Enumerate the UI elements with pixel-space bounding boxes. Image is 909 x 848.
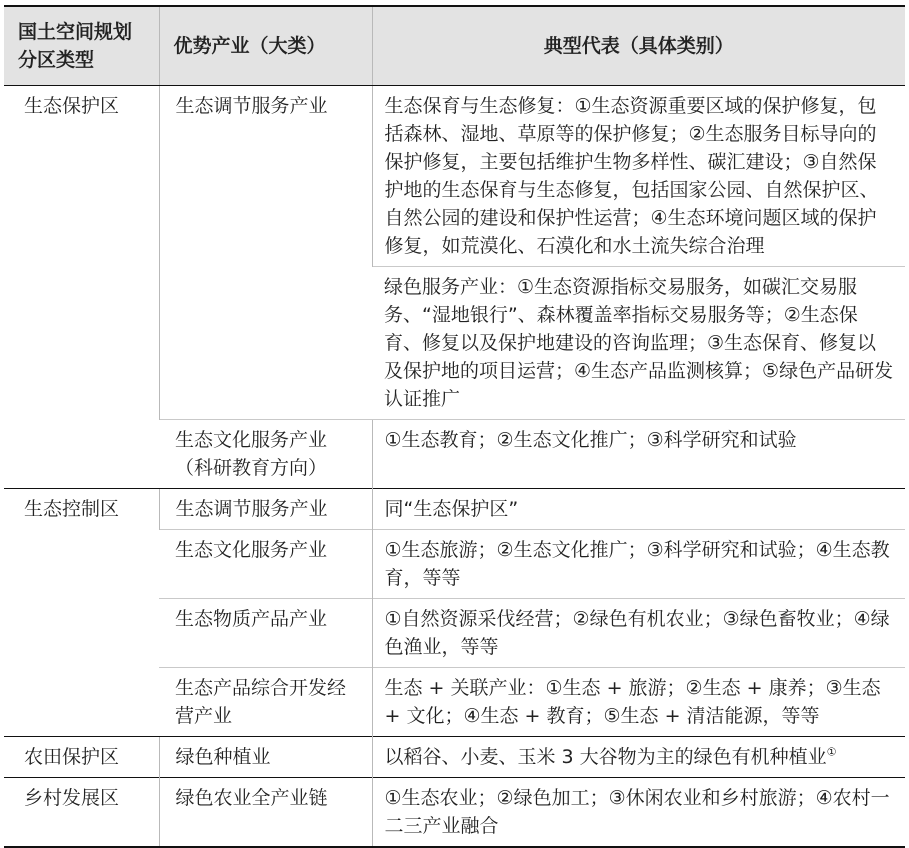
representative-cell: ①生态农业；②绿色加工；③休闲农业和乡村旅游；④农村一二三产业融合 [372,778,905,848]
representative-cell: 生态 + 关联产业：①生态 + 旅游；②生态 + 康养；③生态 + 文化；④生态 + 教育；⑤生态 + 清洁能源，等等 [372,668,905,737]
industry-table [4,5,905,848]
table-header-row [4,6,905,86]
industry-cell: 绿色农业全产业链 [159,778,372,848]
industry-cell: 生态物质产品产业 [159,599,372,668]
representative-cell: 同“生态保护区” [372,489,905,530]
zone-cell: 生态保护区 [4,86,159,489]
table-row [4,86,905,267]
zone-cell: 乡村发展区 [4,778,159,848]
representative-cell: ①生态教育；②生态文化推广；③科学研究和试验 [372,420,905,489]
representative-text: 以稻谷、小麦、玉米 3 大谷物为主的绿色有机种植业 [384,746,827,768]
zone-cell: 生态控制区 [4,489,159,737]
industry-cell: 生态文化服务产业 [159,530,372,599]
header-representative: 典型代表（具体类别） [372,6,905,86]
table-row [4,737,905,778]
representative-cell: 生态保育与生态修复：①生态资源重要区域的保护修复，包括森林、湿地、草原等的保护修复；②生态服务目标导向的保护修复，主要包括维护生物多样性、碳汇建设；③自然保护地的生态保育与生态修复，包括国家公园、自然保护区、自然公园的建设和保护性运营；④生态环境问题区域的保护修复，如荒漠化、石漠化和水土流失综合治理 [372,86,905,267]
industry-cell: 生态调节服务产业 [159,86,372,420]
header-industry: 优势产业（大类） [159,6,372,86]
table-row [4,489,905,530]
representative-cell: ①自然资源采伐经营；②绿色有机农业；③绿色畜牧业；④绿色渔业，等等 [372,599,905,668]
representative-cell: 绿色服务产业：①生态资源指标交易服务，如碳汇交易服务、“湿地银行”、森林覆盖率指标交易服务等；②生态保育、修复以及保护地建设的咨询监理；③生态保育、修复以及保护地的项目运营；④生态产品监测核算；⑤绿色产品研发认证推广 [372,267,905,420]
industry-cell: 绿色种植业 [159,737,372,778]
industry-cell: 生态产品综合开发经营产业 [159,668,372,737]
header-zone-type: 国土空间规划分区类型 [4,6,159,86]
table-row [4,778,905,848]
footnote-marker: ① [826,745,837,759]
representative-cell: ①生态旅游；②生态文化推广；③科学研究和试验；④生态教育，等等 [372,530,905,599]
representative-cell [372,737,905,778]
industry-cell: 生态文化服务产业（科研教育方向） [159,420,372,489]
zone-cell: 农田保护区 [4,737,159,778]
industry-cell: 生态调节服务产业 [159,489,372,530]
